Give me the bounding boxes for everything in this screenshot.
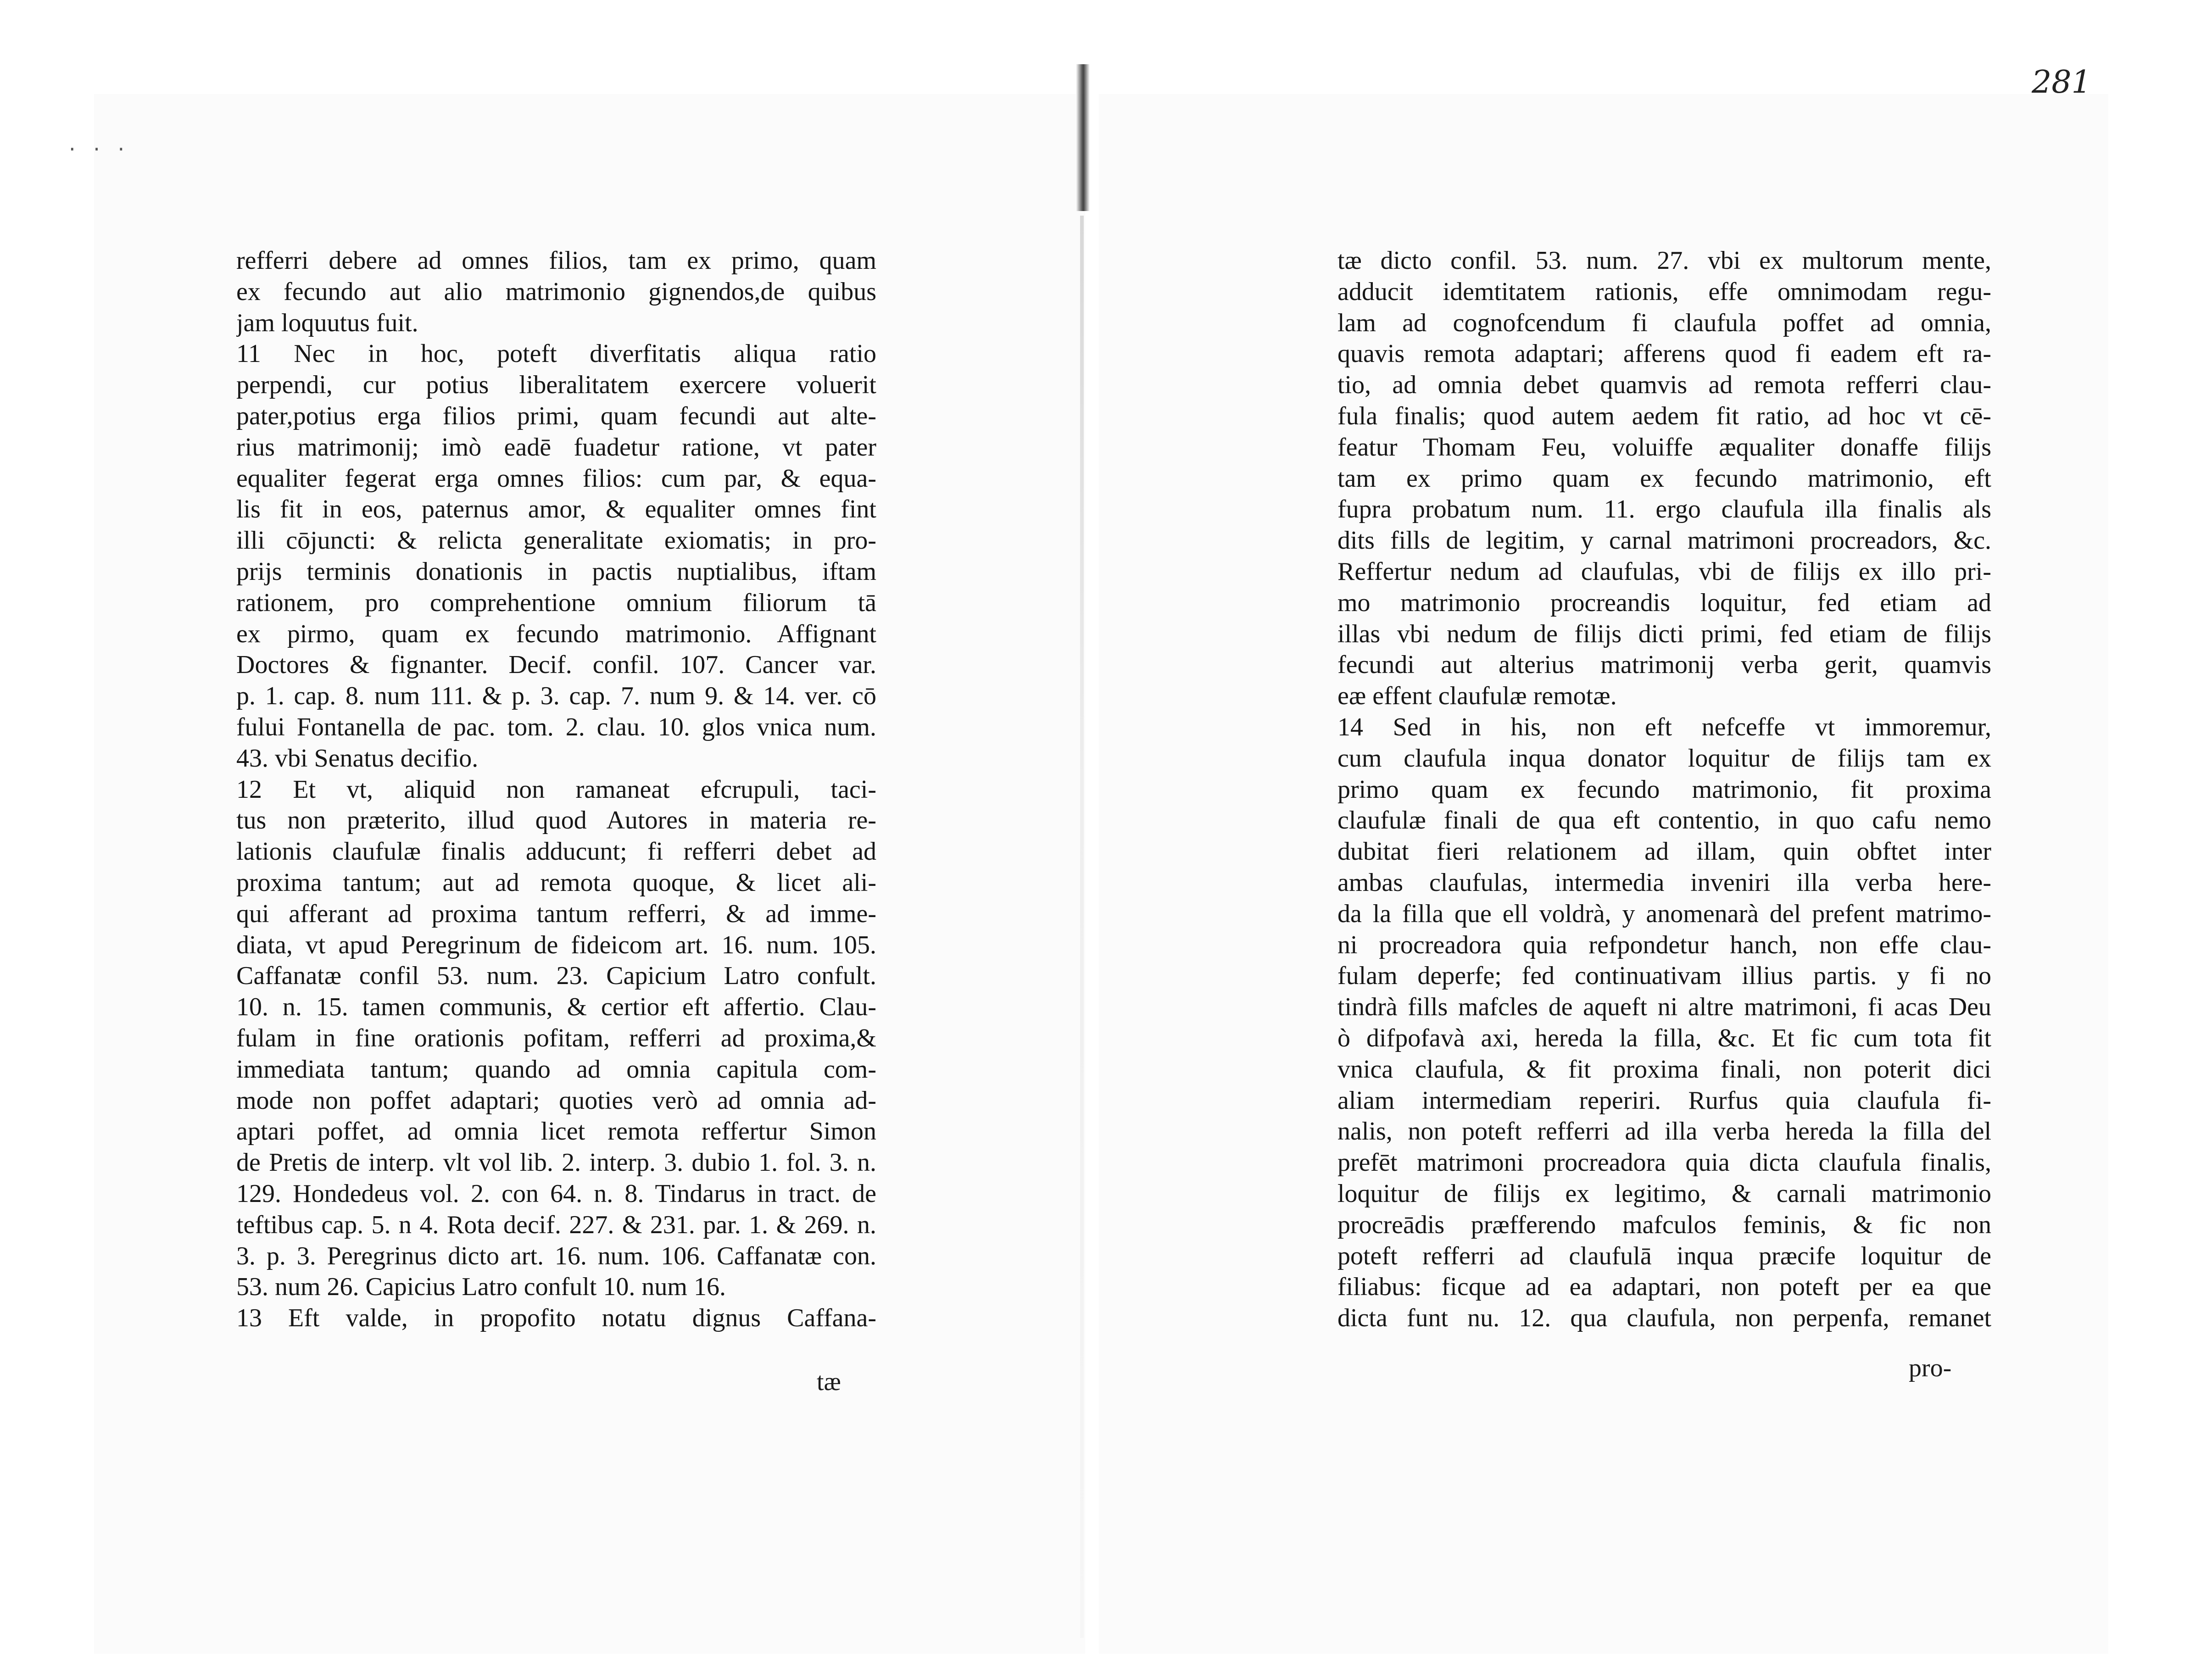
text-line: tus non præterito, illud quod Autores in materia re- <box>236 806 876 835</box>
folio-number: 281 <box>2032 64 2091 100</box>
text-line: pater,potius erga filios primi, quam fecundi aut alte- <box>236 401 876 430</box>
text-line: equaliter fegerat erga omnes filios: cum par, & equa- <box>236 464 876 493</box>
text-line: fulam in fine orationis pofitam, refferri ad proxima,& <box>236 1024 876 1052</box>
right-catchword: pro- <box>1909 1354 1952 1382</box>
text-line: proxima tantum; aut ad remota quoque, & licet ali- <box>236 868 876 897</box>
text-line: eæ effent claufulæ remotæ. <box>1337 682 1617 711</box>
text-line: ex fecundo aut alio matrimonio gignendos,de quibus <box>236 277 876 306</box>
text-line: lis fit in eos, paternus amor, & equaliter omnes fint <box>236 495 876 524</box>
text-line: aptari poffet, ad omnia licet remota reffertur Simon <box>236 1117 876 1146</box>
text-line: 13 Eft valde, in propofito notatu dignus Caffana- <box>236 1304 876 1333</box>
text-line: aliam intermediam reperiri. Rurfus quia claufula fi- <box>1337 1086 1991 1115</box>
text-line: tindrà fills mafcles de aqueft ni altre matrimoni, fi acas Deu <box>1337 993 1991 1022</box>
text-line: perpendi, cur potius liberalitatem exercere voluerit <box>236 371 876 400</box>
text-line: tio, ad omnia debet quamvis ad remota refferri clau- <box>1337 371 1991 400</box>
text-line: rationem, pro comprehentione omnium filiorum tā <box>236 588 876 617</box>
text-line: 11 Nec in hoc, poteft diverfitatis aliqua ratio <box>236 339 876 368</box>
text-line: dicta funt nu. 12. qua claufula, non perpenfa, remanet <box>1337 1304 1991 1333</box>
text-line: qui afferant ad proxima tantum refferri, & ad imme- <box>236 899 876 928</box>
left-page-text <box>236 245 876 1334</box>
text-line: 12 Et vt, aliquid non ramaneat efcrupuli, taci- <box>236 775 876 804</box>
text-line: poteft refferri ad claufulā inqua præcife loquitur de <box>1337 1241 1991 1270</box>
text-line: 129. Hondedeus vol. 2. con 64. n. 8. Tindarus in tract. de <box>236 1179 876 1208</box>
text-line: mode non poffet adaptari; quoties verò ad omnia ad- <box>236 1086 876 1115</box>
text-line: filiabus: ficque ad ea adaptari, non poteft per ea que <box>1337 1273 1991 1302</box>
text-line: lam ad cognofcendum fi claufula poffet ad omnia, <box>1337 308 1991 337</box>
binding-gutter <box>1076 64 1090 211</box>
text-line: p. 1. cap. 8. num 111. & p. 3. cap. 7. num 9. & 14. ver. cō <box>236 682 876 711</box>
text-line: Caffanatæ confil 53. num. 23. Capicium Latro confult. <box>236 962 876 990</box>
left-catchword: tæ <box>817 1368 841 1396</box>
text-line: teftibus cap. 5. n 4. Rota decif. 227. & 231. par. 1. & 269. n. <box>236 1210 876 1239</box>
binding-gutter-shadow <box>1080 216 1084 1638</box>
text-line: dubitat fieri relationem ad illam, quin obftet inter <box>1337 837 1991 866</box>
text-line: refferri debere ad omnes filios, tam ex primo, quam <box>236 246 876 275</box>
text-line: immediata tantum; quando ad omnia capitula com- <box>236 1055 876 1084</box>
text-line: nalis, non poteft refferri ad illa verba hereda la filla del <box>1337 1117 1991 1146</box>
text-line: vnica claufula, & fit proxima finali, non poterit dici <box>1337 1055 1991 1084</box>
text-line: quavis remota adaptari; afferens quod fi eadem eft ra- <box>1337 339 1991 368</box>
text-line: fulam deperfe; fed continuativam illius partis. y fi no <box>1337 962 1991 990</box>
text-line: mo matrimonio procreandis loquitur, fed etiam ad <box>1337 588 1991 617</box>
text-line: featur Thomam Feu, voluiffe æqualiter donaffe filijs <box>1337 433 1991 462</box>
text-line: tam ex primo quam ex fecundo matrimonio, eft <box>1337 464 1991 493</box>
text-line: claufulæ finali de qua eft contentio, in quo cafu nemo <box>1337 806 1991 835</box>
text-line: dits fills de legitim, y carnal matrimoni procreadors, &c. <box>1337 526 1991 555</box>
text-line: procreādis præfferendo mafculos feminis, & fic non <box>1337 1210 1991 1239</box>
text-line: 53. num 26. Capicius Latro confult 10. num 16. <box>236 1273 726 1302</box>
text-line: de Pretis de interp. vlt vol lib. 2. interp. 3. dubio 1. fol. 3. n. <box>236 1148 876 1177</box>
text-line: Reffertur nedum ad claufulas, vbi de filijs ex illo pri- <box>1337 557 1991 586</box>
text-line: adducit idemtitatem rationis, effe omnimodam regu- <box>1337 277 1991 306</box>
text-line: illi cōjuncti: & relicta generalitate exiomatis; in pro- <box>236 526 876 555</box>
text-line: fula finalis; quod autem aedem fit ratio, ad hoc vt cē- <box>1337 401 1991 430</box>
text-line: ni procreadora quia refpondetur hanch, non effe clau- <box>1337 930 1991 959</box>
text-line: fului Fontanella de pac. tom. 2. clau. 10. glos vnica num. <box>236 712 876 741</box>
text-line: primo quam ex fecundo matrimonio, fit proxima <box>1337 775 1991 804</box>
text-line: diata, vt apud Peregrinum de fideicom art. 16. num. 105. <box>236 930 876 959</box>
text-line: Doctores & fignanter. Decif. confil. 107. Cancer var. <box>236 651 876 679</box>
text-line: tæ dicto confil. 53. num. 27. vbi ex multorum mente, <box>1337 246 1991 275</box>
text-line: 3. p. 3. Peregrinus dicto art. 16. num. 106. Caffanatæ con. <box>236 1241 876 1270</box>
text-line: fupra probatum num. 11. ergo claufula illa finalis als <box>1337 495 1991 524</box>
text-line: 10. n. 15. tamen communis, & certior eft affertio. Clau- <box>236 993 876 1022</box>
text-line: 14 Sed in his, non eft nefceffe vt immoremur, <box>1337 712 1991 741</box>
text-line: loquitur de filijs ex legitimo, & carnali matrimonio <box>1337 1179 1991 1208</box>
text-line: fecundi aut alterius matrimonij verba gerit, quamvis <box>1337 651 1991 679</box>
text-line: rius matrimonij; imò eadē fuadetur ratione, vt pater <box>236 433 876 462</box>
text-line: prefēt matrimoni procreadora quia dicta claufula finalis, <box>1337 1148 1991 1177</box>
corner-marks: . . . <box>69 131 130 156</box>
text-line: cum claufula inqua donator loquitur de filijs tam ex <box>1337 744 1991 773</box>
text-line: ambas claufulas, intermedia inveniri illa verba here- <box>1337 868 1991 897</box>
text-line: prijs terminis donationis in pactis nuptialibus, iftam <box>236 557 876 586</box>
right-page-text <box>1337 245 1991 1334</box>
text-line: lationis claufulæ finalis adducunt; fi refferri debet ad <box>236 837 876 866</box>
text-line: ò difpofavà axi, hereda la filla, &c. Et fic cum tota fit <box>1337 1024 1991 1052</box>
text-line: illas vbi nedum de filijs dicti primi, fed etiam de filijs <box>1337 619 1991 648</box>
text-line: ex pirmo, quam ex fecundo matrimonio. Affignant <box>236 619 876 648</box>
text-line: da la filla que ell voldrà, y anomenarà del prefent matrimo- <box>1337 899 1991 928</box>
text-line: jam loquutus fuit. <box>236 308 418 337</box>
text-line: 43. vbi Senatus decifio. <box>236 744 479 773</box>
